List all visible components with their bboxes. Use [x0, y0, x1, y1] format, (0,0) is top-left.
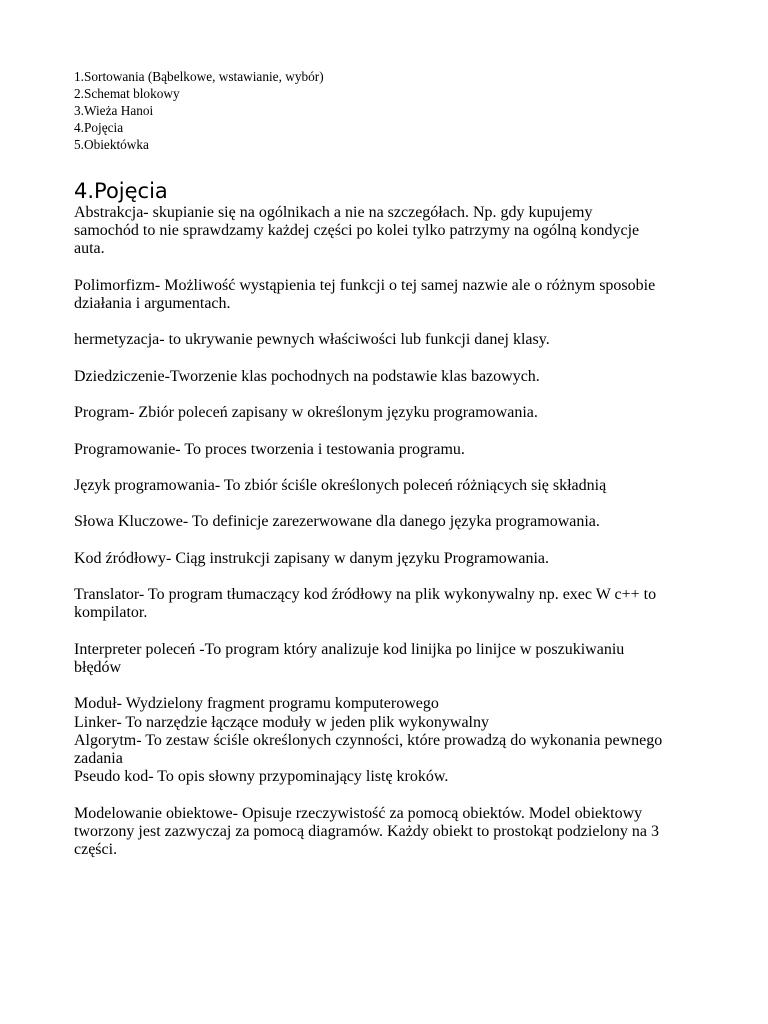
text-line: zadania [74, 749, 123, 767]
paragraph-abstrakcja [74, 204, 698, 259]
text-line: Polimorfizm- Możliwość wystąpienia tej funkcji o tej samej nazwie ale o różnym sposobie [74, 276, 656, 294]
text-line: Język programowania- To zbiór ściśle określonych poleceń różniących się składnią [74, 476, 607, 494]
paragraph-programowanie [74, 441, 698, 459]
text-line: Kod źródłowy- Ciąg instrukcji zapisany w danym języku Programowania. [74, 549, 549, 567]
paragraph-slowa-kluczowe [74, 513, 698, 531]
table-of-contents [74, 68, 698, 153]
text-line: tworzony jest zazwyczaj za pomocą diagramów. Każdy obiekt to prostokąt podzielony na 3 [74, 822, 659, 840]
text-line: Algorytm- To zestaw ściśle określonych czynności, które prowadzą do wykonania pewnego [74, 731, 663, 749]
toc-item: 2.Schemat blokowy [74, 86, 180, 101]
text-line: Programowanie- To proces tworzenia i testowania programu. [74, 440, 465, 458]
paragraph-polimorfizm [74, 277, 698, 313]
toc-item: 3.Wieża Hanoi [74, 103, 154, 118]
section-body [74, 204, 698, 859]
paragraph-translator [74, 586, 698, 622]
text-line: Modelowanie obiektowe- Opisuje rzeczywistość za pomocą obiektów. Model obiektowy [74, 804, 643, 822]
paragraph-program [74, 404, 698, 422]
text-line: części. [74, 840, 118, 858]
paragraph-modul-linker-algorytm [74, 695, 698, 786]
text-line: samochód to nie sprawdzamy każdej części po kolei tylko patrzymy na ogólną kondycje [74, 222, 640, 240]
text-line: Słowa Kluczowe- To definicje zarezerwowane dla danego języka programowania. [74, 513, 600, 531]
text-line: kompilator. [74, 604, 148, 622]
paragraph-hermetyzacja [74, 331, 698, 349]
text-line: Program- Zbiór poleceń zapisany w określonym języku programowania. [74, 404, 538, 422]
text-line: działania i argumentach. [74, 295, 231, 312]
text-line: Pseudo kod- To opis słowny przypominający listę kroków. [74, 768, 449, 786]
paragraph-jezyk-programowania [74, 477, 698, 495]
paragraph-dziedziczenie [74, 368, 698, 386]
paragraph-modelowanie-obiektowe [74, 805, 698, 860]
toc-item: 4.Pojęcia [74, 120, 124, 135]
text-line: Abstrakcja- skupianie się na ogólnikach a nie na szczegółach. Np. gdy kupujemy [74, 204, 593, 221]
text-line: Dziedziczenie-Tworzenie klas pochodnych na podstawie klas bazowych. [74, 367, 540, 385]
toc-item: 1.Sortowania (Bąbelkowe, wstawianie, wybór) [74, 69, 324, 84]
text-line: Interpreter poleceń -To program który analizuje kod linijka po linijce w poszukiwaniu [74, 640, 625, 658]
text-line: auta. [74, 240, 105, 258]
text-line: hermetyzacja- to ukrywanie pewnych właściwości lub funkcji danej klasy. [74, 331, 550, 349]
text-line: Translator- To program tłumaczący kod źródłowy na plik wykonywalny np. exec W c++ to [74, 586, 657, 604]
toc-item: 5.Obiektówka [74, 137, 149, 152]
text-line: Moduł- Wydzielony fragment programu komputerowego [74, 695, 439, 713]
text-line: Linker- To narzędzie łączące moduły w jeden plik wykonywalny [74, 713, 489, 731]
section-heading: 4.Pojęcia [74, 179, 168, 203]
paragraph-interpreter [74, 641, 698, 677]
paragraph-kod-zrodlowy [74, 550, 698, 568]
text-line: błędów [74, 658, 122, 676]
